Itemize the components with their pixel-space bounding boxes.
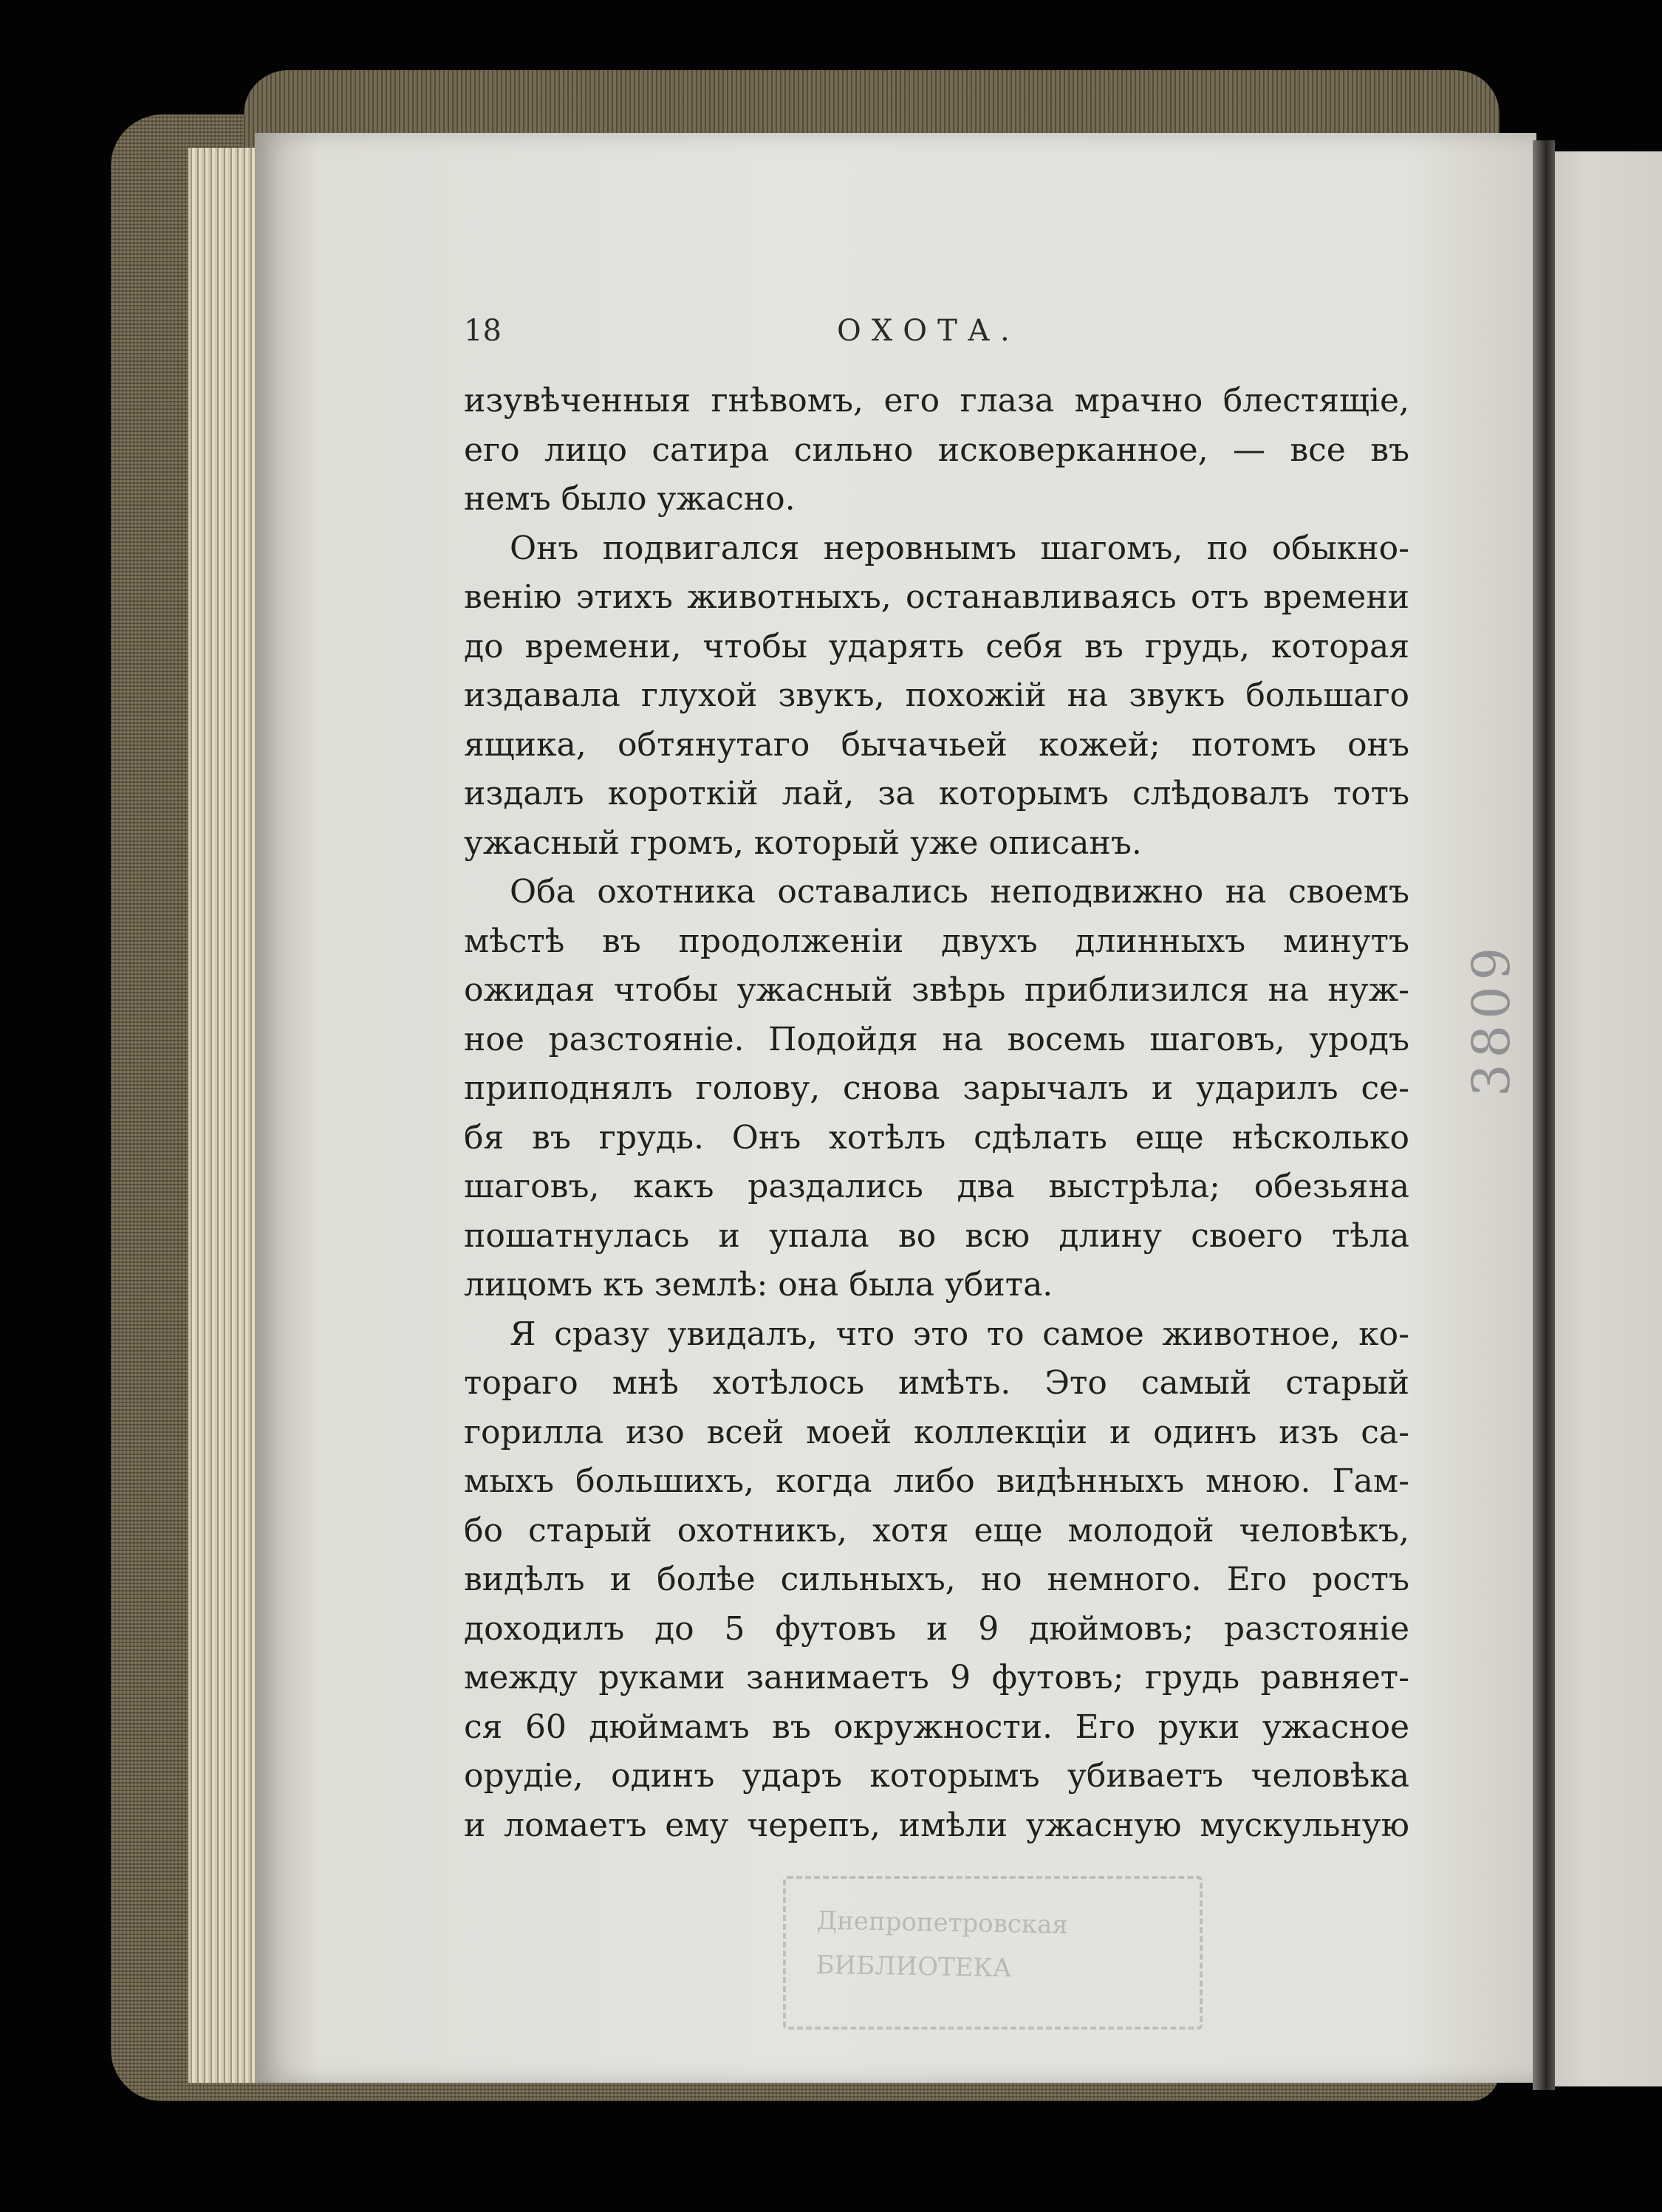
page-header: [464, 314, 1409, 358]
text-line: Я сразу увидалъ, что это то самое животное, ко-: [510, 1315, 1409, 1353]
text-line: издалъ короткій лай, за которымъ слѣдовалъ тотъ: [464, 775, 1409, 812]
text-line: до времени, чтобы ударять себя въ грудь, которая: [464, 627, 1409, 665]
text-line: доходилъ до 5 футовъ и 9 дюймовъ; разстояніе: [464, 1609, 1409, 1648]
text-line: издавала глухой звукъ, похожій на звукъ большаго: [464, 677, 1409, 714]
text-line: изувѣченныя гнѣвомъ, его глаза мрачно блестящіе,: [464, 382, 1409, 420]
text-line: лицомъ къ землѣ: она была убита.: [464, 1266, 1053, 1304]
text-line: орудіе, одинъ ударъ которымъ убиваетъ человѣка: [464, 1757, 1409, 1795]
text-line: его лицо сатира сильно исковерканное, — все въ: [464, 431, 1409, 469]
text-line: пошатнулась и упала во всю длину своего тѣла: [464, 1216, 1409, 1255]
text-line: тораго мнѣ хотѣлось имѣть. Это самый старый: [464, 1364, 1409, 1402]
text-line: и ломаетъ ему черепъ, имѣли ужасную мускульную: [464, 1806, 1409, 1844]
stamp-line: Днепропетровская: [816, 1905, 1069, 1940]
text-line: Оба охотника оставались неподвижно на своемъ: [510, 873, 1409, 911]
page-number: 18: [464, 314, 502, 348]
stamp-line: БИБЛИОТЕКА: [815, 1950, 1012, 1984]
text-line: горилла изо всей моей коллекціи и одинъ изъ са-: [464, 1413, 1409, 1451]
handwritten-shelfmark: 3809: [1461, 941, 1522, 1098]
text-line: ящика, обтянутаго бычачьей кожей; потомъ онъ: [464, 725, 1409, 764]
text-line: бо старый охотникъ, хотя еще молодой человѣкъ,: [464, 1511, 1409, 1550]
text-line: Онъ подвигался неровнымъ шагомъ, по обыкно-: [510, 529, 1409, 567]
text-line: мыхъ большихъ, когда либо видѣнныхъ мною. Гам-: [464, 1462, 1409, 1500]
text-line: ужасный громъ, который уже описанъ.: [464, 823, 1142, 862]
text-line: бя въ грудь. Онъ хотѣлъ сдѣлать еще нѣсколько: [464, 1118, 1409, 1157]
text-line: видѣлъ и болѣе сильныхъ, но немного. Его ростъ: [464, 1561, 1409, 1598]
text-line: немъ было ужасно.: [464, 480, 796, 518]
body-text: [464, 377, 1409, 1850]
text-line: между руками занимаетъ 9 футовъ; грудь равняет-: [464, 1659, 1409, 1696]
text-line: шаговъ, какъ раздались два выстрѣла; обезьяна: [464, 1168, 1409, 1205]
running-title: ОХОТА.: [837, 314, 1020, 348]
text-line: ное разстояніе. Подойдя на восемь шаговъ, уродъ: [464, 1020, 1409, 1058]
text-line: ожидая чтобы ужасный звѣрь приблизился на нуж-: [464, 971, 1409, 1009]
text-line: приподнялъ голову, снова зарычалъ и ударилъ се-: [464, 1069, 1409, 1107]
facing-page: [1540, 151, 1662, 2086]
text-line: венію этихъ животныхъ, останавливаясь отъ времени: [464, 578, 1409, 616]
text-line: ся 60 дюймамъ въ окружности. Его руки ужасное: [464, 1708, 1409, 1746]
text-line: мѣстѣ въ продолженіи двухъ длинныхъ минутъ: [464, 922, 1409, 960]
library-stamp-text: [815, 1899, 1186, 1994]
